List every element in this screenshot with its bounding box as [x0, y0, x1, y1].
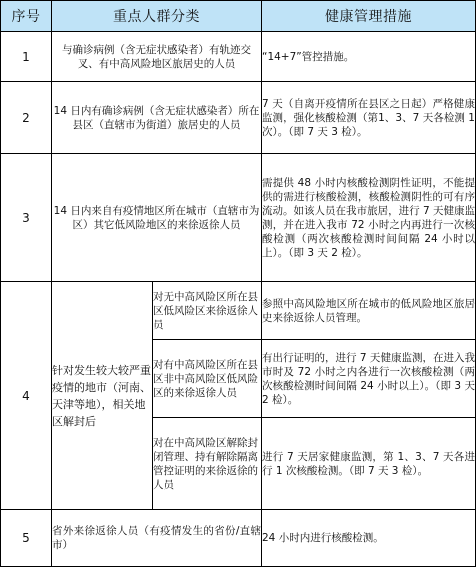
table-row [1, 32, 476, 82]
subrow-category: 对在中高风险区解除封闭管理、持有解除隔离管控证明的来徐返徐的人员 [153, 418, 262, 510]
subrow-measure: 有出行证明的，进行 7 天健康监测，在进入我市时及 72 小时之内各进行一次核酸检测（两次核酸检测时间间隔 24 小时以上）。（即 3 天 2 检）。 [262, 340, 476, 418]
header-group: 重点人群分类 [52, 1, 262, 32]
subrow-category: 对有中高风险区所在县区非中高风险区低风险区的来徐返徐人员 [153, 340, 262, 418]
subrow-measure: 进行 7 天居家健康监测，第 1、3、7 天各进行 1 次核酸检测。（即 7 天 3 检）。 [262, 418, 476, 510]
table-header-row [1, 1, 476, 32]
row-measure: 需提供 48 小时内核酸检测阴性证明，不能提供的需进行核酸检测，核酸检测阴性的可有序流动。如该人员在我市旅居，进行 7 天健康监测，并在进入我市 72 小时之内再进行一次核酸检测（两次核酸检测时间间隔 24 小时以上）。（即 3 天 2 检）。 [262, 154, 476, 282]
row-group: 省外来徐返徐人员（有疫情发生的省份/直辖市） [52, 510, 262, 567]
row-measure: “14+7”管控措施。 [262, 32, 476, 82]
table-row [1, 82, 476, 154]
subrow-measure: 参照中高风险地区所在城市的低风险地区旅居史来徐返徐人员管理。 [262, 282, 476, 340]
row-group: 与确诊病例（含无症状感染者）有轨迹交叉、有中高风险地区旅居史的人员 [52, 32, 262, 82]
row-group: 14 日内来自有疫情地区所在城市（直辖市为区）其它低风险地区的来徐返徐人员 [52, 154, 262, 282]
table-row [1, 510, 476, 567]
row-seq: 5 [1, 510, 52, 567]
row-seq: 4 [1, 282, 52, 510]
header-seq: 序号 [1, 1, 52, 32]
row-seq: 1 [1, 32, 52, 82]
row-group: 针对发生较大较严重疫情的地市（河南、天津等地），相关地区解封后 [52, 282, 153, 510]
table-row [1, 282, 476, 340]
row-group: 14 日内有确诊病例（含无症状感染者）所在县区（直辖市为街道）旅居史的人员 [52, 82, 262, 154]
row-measure: 7 天（自离开疫情所在县区之日起）严格健康监测，强化核酸检测（第1、3、7 天各检测 1 次）。（即 7 天 3 检）。 [262, 82, 476, 154]
row-measure: 24 小时内进行核酸检测。 [262, 510, 476, 567]
row-seq: 3 [1, 154, 52, 282]
subrow-category: 对无中高风险区所在县区低风险区来徐返徐人员 [153, 282, 262, 340]
header-measure: 健康管理措施 [262, 1, 476, 32]
table-row [1, 154, 476, 282]
row-seq: 2 [1, 82, 52, 154]
